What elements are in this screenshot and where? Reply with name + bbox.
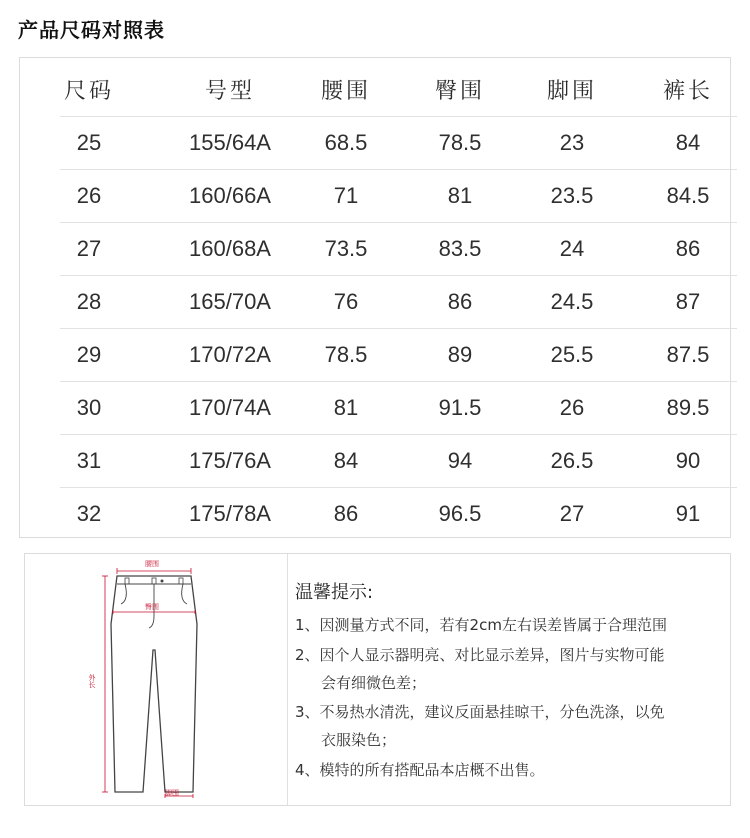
tips-divider <box>287 554 288 805</box>
cell-waist: 78.5 <box>324 341 368 367</box>
cell-hem: 25.5 <box>550 341 594 367</box>
cell-length: 84 <box>675 129 701 155</box>
cell-size: 28 <box>76 288 102 314</box>
table-row <box>60 487 737 540</box>
cell-model: 175/78A <box>189 500 271 526</box>
cell-length: 90 <box>675 447 701 473</box>
tips-panel <box>24 553 731 806</box>
cell-hem: 26 <box>559 394 585 420</box>
cell-hip: 78.5 <box>438 129 482 155</box>
table-row <box>60 328 737 382</box>
tip-item-4: 4、模特的所有搭配品本店概不出售。 <box>295 761 545 779</box>
pants-outline-icon <box>25 554 287 805</box>
cell-hem: 26.5 <box>550 447 594 473</box>
cell-waist: 84 <box>333 447 359 473</box>
cell-model: 175/76A <box>189 447 271 473</box>
size-chart-table <box>19 57 731 538</box>
header-hem: 脚围 <box>546 78 597 104</box>
cell-hip: 89 <box>447 341 473 367</box>
cell-size: 27 <box>76 235 102 261</box>
header-hip: 臀围 <box>434 78 485 104</box>
cell-length: 91 <box>675 500 701 526</box>
cell-waist: 86 <box>333 500 359 526</box>
cell-size: 29 <box>76 341 102 367</box>
cell-model: 165/70A <box>189 288 271 314</box>
hem-label: 脚围 <box>165 789 179 797</box>
table-row <box>60 381 737 435</box>
waist-label: 腰围 <box>145 560 159 568</box>
table-row <box>60 116 737 170</box>
table-row <box>60 169 737 223</box>
tips-title: 温馨提示: <box>295 582 374 603</box>
tip-item-2-cont: 会有细微色差； <box>321 674 427 692</box>
cell-model: 170/72A <box>189 341 271 367</box>
cell-model: 160/68A <box>189 235 271 261</box>
cell-size: 31 <box>76 447 102 473</box>
cell-waist: 76 <box>333 288 359 314</box>
cell-hip: 96.5 <box>438 500 482 526</box>
cell-hem: 24 <box>559 235 585 261</box>
header-length: 裤长 <box>662 78 713 104</box>
page-title: 产品尺码对照表 <box>18 18 165 42</box>
cell-length: 87.5 <box>666 341 710 367</box>
cell-length: 89.5 <box>666 394 710 420</box>
cell-hem: 24.5 <box>550 288 594 314</box>
table-header <box>60 62 737 117</box>
header-waist: 腰围 <box>320 78 371 104</box>
pants-measurement-diagram <box>25 554 287 805</box>
cell-waist: 68.5 <box>324 129 368 155</box>
table-row <box>60 222 737 276</box>
tip-item-1: 1、因测量方式不同，若有2cm左右误差皆属于合理范围 <box>295 616 667 634</box>
cell-waist: 81 <box>333 394 359 420</box>
cell-waist: 71 <box>333 182 359 208</box>
cell-hem: 27 <box>559 500 585 526</box>
cell-model: 170/74A <box>189 394 271 420</box>
cell-hip: 91.5 <box>438 394 482 420</box>
cell-hip: 86 <box>447 288 473 314</box>
cell-hem: 23.5 <box>550 182 594 208</box>
cell-hip: 94 <box>447 447 473 473</box>
cell-size: 26 <box>76 182 102 208</box>
cell-size: 32 <box>76 500 102 526</box>
cell-hip: 81 <box>447 182 473 208</box>
tip-item-2: 2、因个人显示器明亮、对比显示差异，图片与实物可能 <box>295 646 665 664</box>
cell-length: 86 <box>675 235 701 261</box>
cell-hem: 23 <box>559 129 585 155</box>
cell-length: 84.5 <box>666 182 710 208</box>
header-size: 尺码 <box>63 78 114 104</box>
header-model: 号型 <box>204 78 255 104</box>
cell-size: 30 <box>76 394 102 420</box>
length-label: 外长 <box>88 674 96 688</box>
hip-label: 臀围 <box>145 603 159 611</box>
table-row <box>60 434 737 488</box>
cell-model: 160/66A <box>189 182 271 208</box>
cell-length: 87 <box>675 288 701 314</box>
cell-hip: 83.5 <box>438 235 482 261</box>
cell-model: 155/64A <box>189 129 271 155</box>
tip-item-3-cont: 衣服染色； <box>321 731 397 749</box>
cell-size: 25 <box>76 129 102 155</box>
cell-waist: 73.5 <box>324 235 368 261</box>
tip-item-3: 3、不易热水清洗，建议反面悬挂晾干，分色洗涤，以免 <box>295 703 665 721</box>
table-row <box>60 275 737 329</box>
